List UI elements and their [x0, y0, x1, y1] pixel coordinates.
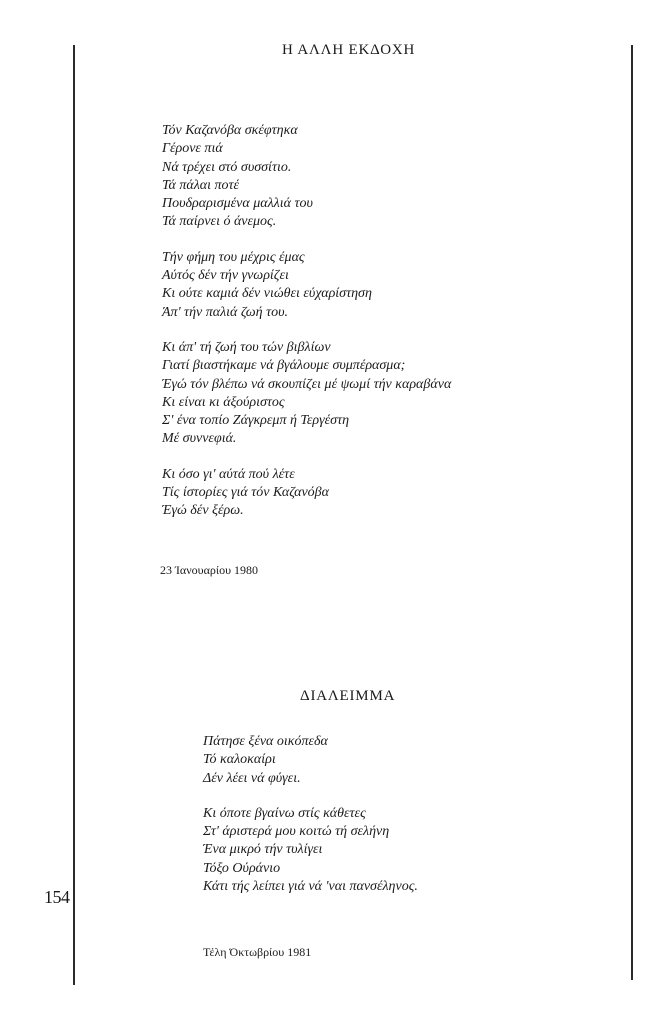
- right-margin-rule: [631, 45, 633, 980]
- poem-line: Κι είναι κι άξούριστος: [162, 394, 285, 410]
- stanza: [162, 122, 451, 232]
- poem-line: Στ' άριστερά μου κοιτώ τή σελήνη: [203, 824, 390, 840]
- poem-line: Τόξο Ούράνιο: [203, 860, 281, 876]
- poem-line: Τόν Καζανόβα σκέφτηκα: [162, 123, 298, 138]
- poem-line: Έγώ δέν ξέρω.: [162, 503, 244, 519]
- poem-date: Τέλη Όκτωβρίου 1981: [203, 945, 312, 959]
- page-number: 154: [44, 887, 70, 907]
- poem-line: Τά παίρνει ό άνεμος.: [162, 214, 277, 230]
- poem-body: [203, 733, 418, 913]
- stanza: [162, 466, 451, 521]
- poem-line: Τίς ίστορίες γιά τόν Καζανόβα: [162, 485, 329, 501]
- poem-line: Γιατί βιαστήκαμε νά βγάλουμε συμπέρασμα;: [162, 358, 406, 374]
- poem-line: Γέρονε πιά: [162, 141, 223, 157]
- poem-line: Πουδραρισμένα μαλλιά του: [162, 196, 313, 212]
- poem-line: Κι άπ' τή ζωή του τών βιβλίων: [162, 339, 331, 355]
- poem-title: ΔΙΑΛΕΙΜΜΑ: [300, 688, 396, 704]
- poem-line: Πάτησε ξένα οικόπεδα: [203, 734, 328, 749]
- stanza: [203, 805, 418, 896]
- stanza: [162, 249, 451, 322]
- poem-line: Μέ συννεφιά.: [162, 431, 237, 447]
- poem-line: Άπ' τήν παλιά ζωή του.: [162, 304, 289, 320]
- poem-line: Τό καλοκαίρι: [203, 752, 276, 768]
- stanza: [162, 339, 451, 449]
- poem-body: [162, 122, 451, 538]
- poem-line: Αύτός δέν τήν γνωρίζει: [162, 268, 289, 284]
- poem-line: Δέν λέει νά φύγει.: [203, 770, 301, 786]
- poem-line: Κι όσο γι' αύτά πού λέτε: [162, 466, 295, 482]
- poem-line: Νά τρέχει στό συσσίτιο.: [162, 159, 292, 175]
- poem-line: Κι ούτε καμιά δέν νιώθει εύχαρίστηση: [162, 286, 372, 302]
- poem-line: Κάτι τής λείπει γιά νά 'ναι πανσέληνος.: [203, 879, 418, 895]
- poem-line: Έγώ τόν βλέπω νά σκουπίζει μέ ψωμί τήν καραβάνα: [162, 376, 452, 392]
- poem-line: Ένα μικρό τήν τυλίγει: [203, 842, 323, 858]
- left-margin-rule: [73, 45, 75, 985]
- poem-line: Σ' ένα τοπίο Ζάγκρεμπ ή Τεργέστη: [162, 413, 350, 429]
- poem-line: Κι όποτε βγαίνω στίς κάθετες: [203, 805, 366, 821]
- poem-title: Η ΑΛΛΗ ΕΚΔΟΧΗ: [282, 42, 416, 58]
- poem-line: Τήν φήμη του μέχρις έμας: [162, 249, 305, 265]
- poem-date: 23 Ίανουαρίου 1980: [160, 563, 259, 577]
- stanza: [203, 733, 418, 788]
- poem-line: Τά πάλαι ποτέ: [162, 177, 240, 193]
